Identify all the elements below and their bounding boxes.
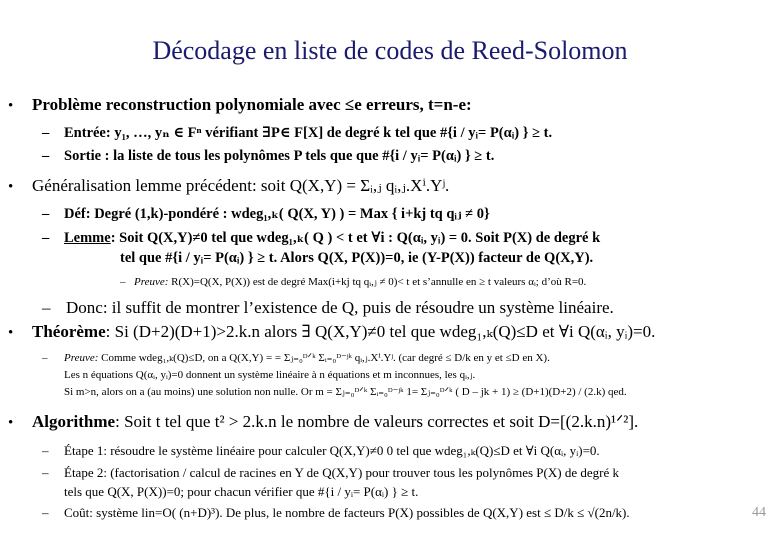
sub-sub-bullet-proof (120, 275, 586, 288)
sub-bullet-text: Sortie : la liste de tous les polynômes P tels que que #{i / yᵢ= P(αᵢ) } ≥ t. (64, 148, 495, 164)
sub-bullet-text: Étape 2: (factorisation / calcul de racines en Y de Q(X,Y) pour trouver tous les polynômes P(X) de degré k (64, 465, 619, 480)
dash-marker: – (42, 505, 49, 520)
proof-continuation-2: Si m>n, alors on a (au moins) une solution non nulle. Or m = Σⱼ₌₀ᴰᐟᵏ Σᵢ₌₀ᴰ⁻ʲᵏ 1= Σⱼ₌₀ᴰᐟᵏ ( D – jk + 1) ≥ (D+1)(D+2) / (2.k) qed. (64, 386, 627, 398)
sub-bullet-definition (42, 205, 490, 223)
sub-bullet-text: Coût: système lin=O( (n+D)³). De plus, le nombre de facteurs P(X) possibles de Q(X,Y) est ≤ D/k ≤ √(2n/k). (64, 505, 630, 520)
dash-marker: – (42, 465, 49, 480)
bullet-generalisation (8, 176, 449, 196)
sub-bullet-theorem-proof (42, 351, 550, 364)
bullet-marker: • (8, 325, 14, 341)
algorithm-label: Algorithme (32, 412, 116, 431)
sub-bullet-input (42, 124, 552, 142)
bullet-text: : Soit t tel que t² > 2.k.n le nombre de valeurs correctes et soit D=[(2.k.n)¹ᐟ²]. (115, 412, 639, 431)
proof-text: Comme wdeg₁,ₖ(Q)≤D, on a Q(X,Y) = = Σⱼ₌₀ᴰᐟᵏ Σᵢ₌₀ᴰ⁻ʲᵏ qᵢ,ⱼ.Xⁱ.Yʲ. (car degré ≤ D/k en y et ≤D en X). (98, 352, 550, 364)
sub-bullet-output (42, 148, 494, 165)
dash-marker: – (42, 148, 50, 164)
bullet-marker: • (8, 415, 14, 431)
bullet-theorem (8, 322, 655, 342)
proof-text: R(X)=Q(X, P(X)) est de degré Max(i+kj tq qᵢ,ⱼ ≠ 0)< t et s’annulle en ≥ t valeurs αᵢ; d’où R=0. (168, 276, 587, 288)
bullet-problem (8, 95, 472, 115)
page-number: 44 (752, 505, 766, 520)
dash-marker: – (42, 230, 50, 246)
proof-continuation-1: Les n équations Q(αᵢ, yᵢ)=0 donnent un système linéaire à n équations et m inconnues, les qᵢ,ⱼ. (64, 369, 476, 381)
sub-bullet-text: Entrée: y₁, …, yₙ ∈ Fⁿ vérifiant ∃P∈ F[X] de degré k tel que #{i / yᵢ= P(αᵢ) } ≥ t. (64, 125, 553, 141)
sub-bullet-text: Déf: Degré (1,k)-pondéré : wdeg₁,ₖ( Q(X, Y) ) = Max { i+kj tq qᵢⱼ ≠ 0} (64, 206, 490, 222)
bullet-text: : Si (D+2)(D+1)>2.k.n alors ∃ Q(X,Y)≠0 tel que wdeg₁,ₖ(Q)≤D et ∀i Q(αᵢ, yᵢ)=0. (105, 322, 656, 341)
sub-bullet-text: Donc: il suffit de montrer l’existence de Q, puis de résoudre un système linéaire. (66, 298, 614, 317)
bullet-algorithm (8, 412, 638, 432)
step-2-continuation: tels que Q(X, P(X))=0; pour chacun vérifier que #{i / yᵢ= P(αᵢ) } ≥ t. (64, 484, 419, 499)
bullet-marker: • (8, 179, 14, 195)
dash-marker: – (42, 206, 50, 222)
dash-marker: – (42, 352, 48, 364)
proof-label: Preuve: (64, 352, 99, 364)
bullet-marker: • (8, 98, 14, 114)
dash-marker: – (42, 443, 49, 458)
sub-bullet-text: : Soit Q(X,Y)≠0 tel que wdeg₁,ₖ( Q ) < t et ∀i : Q(αᵢ, yᵢ) = 0. Soit P(X) de degré k (110, 230, 601, 246)
bullet-text: Généralisation lemme précédent: soit Q(X,Y) = Σᵢ,ⱼ qᵢ,ⱼ.Xⁱ.Yʲ. (32, 176, 450, 195)
lemma-label: Lemme (64, 230, 111, 246)
sub-bullet-text: Étape 1: résoudre le système linéaire pour calculer Q(X,Y)≠0 0 tel que wdeg₁,ₖ(Q)≤D et ∀i Q(αᵢ, yᵢ)=0. (64, 443, 600, 458)
sub-bullet-lemma (42, 229, 600, 247)
sub-bullet-conclusion (42, 298, 614, 318)
theorem-label: Théorème (32, 322, 106, 341)
dash-marker: – (42, 125, 50, 141)
sub-bullet-step-2 (42, 465, 619, 481)
lemma-continuation: tel que #{i / yᵢ= P(αᵢ) } ≥ t. Alors Q(X, P(X))=0, ie (Y-P(X)) facteur de Q(X,Y). (120, 250, 594, 266)
dash-marker: – (120, 276, 126, 288)
slide-title: Décodage en liste de codes de Reed-Solomon (152, 36, 628, 65)
bullet-text: Problème reconstruction polynomiale avec ≤e erreurs, t=n-e: (32, 95, 472, 114)
sub-bullet-cost (42, 505, 630, 521)
sub-bullet-step-1 (42, 443, 600, 459)
proof-label: Preuve: (134, 276, 169, 288)
dash-marker: – (42, 298, 51, 317)
